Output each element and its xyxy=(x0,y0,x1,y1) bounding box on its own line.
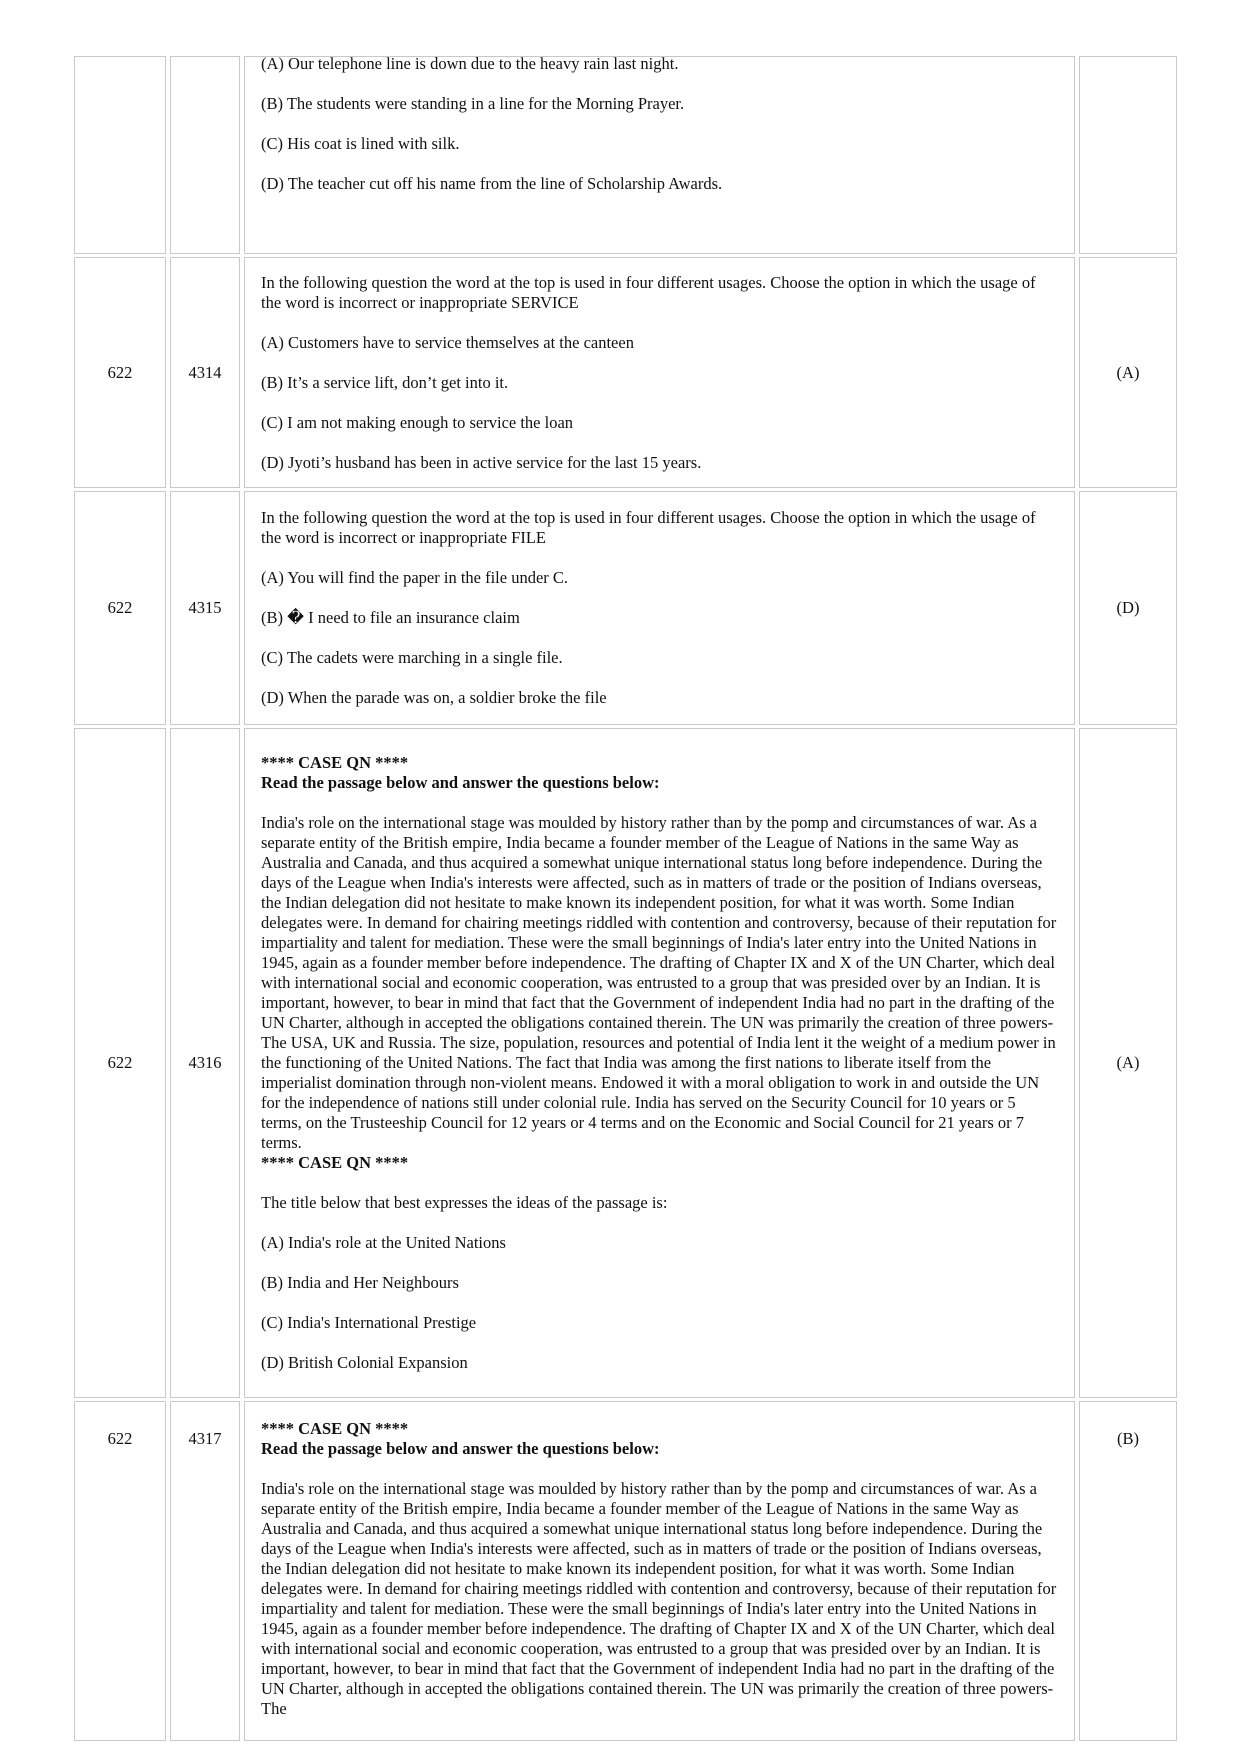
option-d: (D) Jyoti’s husband has been in active service for the last 15 years. xyxy=(261,452,702,472)
table-row xyxy=(74,491,1177,725)
answer-cell: (A) xyxy=(1079,257,1177,488)
answer-cell: (B) xyxy=(1079,1401,1177,1741)
section-cell: 622 xyxy=(74,728,166,1398)
option-d: (D) British Colonial Expansion xyxy=(261,1353,468,1372)
table-row xyxy=(74,728,1177,1398)
question-cell xyxy=(244,56,1075,254)
answer-cell: (D) xyxy=(1079,491,1177,725)
question-number-cell: 4314 xyxy=(170,257,240,488)
option-b: (B) The students were standing in a line for the Morning Prayer. xyxy=(261,94,685,113)
question-number-cell: 4316 xyxy=(170,728,240,1398)
table-row xyxy=(74,1401,1177,1741)
case-marker: **** CASE QN **** xyxy=(261,1419,409,1438)
option-a: (A) Customers have to service themselves at the canteen xyxy=(261,332,634,352)
case-passage: India's role on the international stage was moulded by history rather than by the pomp and circumstances of war. As a separate entity of the British empire, India became a founder member of the League of Nations in the same Way as Australia and Canada, and thus acquired a somewhat unique international status long before independence. During the days of the League when India's interests were affected, such as in matters of trade or the position of Indians overseas, the Indian delegation did not hesitate to make known its independent position, for what it was worth. Some Indian delegates were. In demand for chairing meetings riddled with contention and controversy, because of their reputation for impartiality and talent for mediation. These were the small beginnings of India's later entry into the United Nations in 1945, again as a founder member before independence. The drafting of Chapter IX and X of the UN Charter, which deal with international social and economic cooperation, was entrusted to a group that was presided over by an Indian. It is important, however, to bear in mind that fact that the Government of independent India had no part in the drafting of the UN Charter, although in accepted the obligations contained therein. The UN was primarily the creation of three powers-The xyxy=(261,1479,1057,1718)
answer-cell xyxy=(1079,56,1177,254)
question-stem: In the following question the word at the top is used in four different usages. Choose the option in which the usage of the word is incorrect or inappropriate FILE xyxy=(261,508,1036,547)
section-cell xyxy=(74,56,166,254)
question-number-cell: 4315 xyxy=(170,491,240,725)
table-row xyxy=(74,257,1177,488)
answer-cell: (A) xyxy=(1079,728,1177,1398)
option-b: (B) It’s a service lift, don’t get into it. xyxy=(261,372,509,392)
question-cell xyxy=(244,728,1075,1398)
question-table xyxy=(70,53,1181,1744)
case-passage: India's role on the international stage was moulded by history rather than by the pomp and circumstances of war. As a separate entity of the British empire, India became a founder member of the League of Nations in the same Way as Australia and Canada, and thus acquired a somewhat unique international status long before independence. During the days of the League when India's interests were affected, such as in matters of trade or the position of Indians overseas, the Indian delegation did not hesitate to make known its independent position, for what it was worth. Some Indian delegates were. In demand for chairing meetings riddled with contention and controversy, because of their reputation for impartiality and talent for mediation. These were the small beginnings of India's later entry into the United Nations in 1945, again as a founder member before independence. The drafting of Chapter IX and X of the UN Charter, which deal with international social and economic cooperation, was entrusted to a group that was presided over by an Indian. It is important, however, to bear in mind that fact that the Government of independent India had no part in the drafting of the UN Charter, although in accepted the obligations contained therein. The UN was primarily the creation of three powers-The USA, UK and Russia. The size, population, resources and potential of India lent it the weight of a medium power in the functioning of the United Nations. The fact that India was among the first nations to liberate itself from the imperialist domination through non-violent means. Endowed it with a moral obligation to work in and outside the UN for the independence of nations still under colonial rule. India has served on the Security Council for 10 years or 5 terms, on the Trusteeship Council for 12 years or 4 terms and on the Economic and Social Council for 21 years or 7 terms. xyxy=(261,813,1057,1152)
option-b: (B) India and Her Neighbours xyxy=(261,1273,459,1292)
option-d: (D) The teacher cut off his name from the line of Scholarship Awards. xyxy=(261,174,723,193)
section-cell: 622 xyxy=(74,257,166,488)
option-a: (A) India's role at the United Nations xyxy=(261,1233,506,1252)
option-c: (C) His coat is lined with silk. xyxy=(261,134,460,153)
table-row xyxy=(74,56,1177,254)
option-c: (C) India's International Prestige xyxy=(261,1313,477,1332)
section-cell: 622 xyxy=(74,491,166,725)
question-stem: In the following question the word at the top is used in four different usages. Choose the option in which the usage of the word is incorrect or inappropriate SERVICE xyxy=(261,272,1036,312)
question-cell xyxy=(244,1401,1075,1741)
question-cell xyxy=(244,257,1075,488)
question-cell xyxy=(244,491,1075,725)
question-number-cell: 4317 xyxy=(170,1401,240,1741)
case-marker-end: **** CASE QN **** xyxy=(261,1153,409,1172)
question-number-cell xyxy=(170,56,240,254)
option-c: (C) I am not making enough to service the loan xyxy=(261,412,574,432)
option-d: (D) When the parade was on, a soldier broke the file xyxy=(261,688,607,707)
option-c: (C) The cadets were marching in a single file. xyxy=(261,648,563,667)
option-a: (A) You will find the paper in the file under C. xyxy=(261,568,569,587)
case-marker: **** CASE QN **** xyxy=(261,753,409,772)
question-sheet xyxy=(74,56,1177,1741)
option-a: (A) Our telephone line is down due to the heavy rain last night. xyxy=(261,54,679,73)
case-heading: Read the passage below and answer the questions below: xyxy=(261,773,660,792)
case-heading: Read the passage below and answer the questions below: xyxy=(261,1439,660,1458)
option-b: (B) � I need to file an insurance claim xyxy=(261,608,520,627)
question-stem: The title below that best expresses the ideas of the passage is: xyxy=(261,1193,668,1212)
section-cell: 622 xyxy=(74,1401,166,1741)
